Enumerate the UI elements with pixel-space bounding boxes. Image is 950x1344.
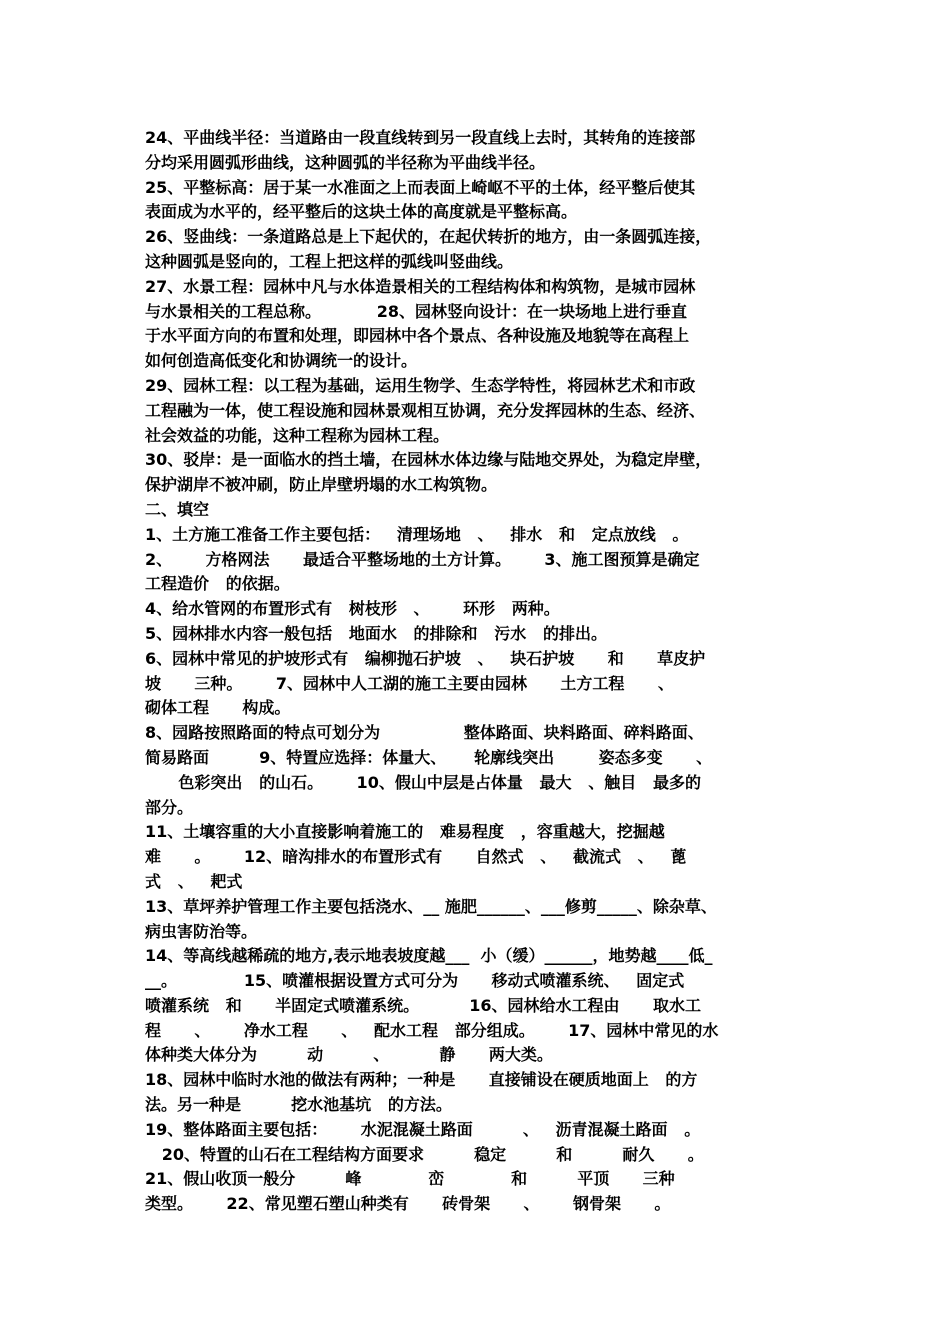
document-page: [145, 126, 817, 1217]
text-line: 工程融为一体，使工程设施和园林景观相互协调，充分发挥园林的生态、经济、: [145, 400, 706, 420]
text-line: 喷灌系统 和 半固定式喷灌系统。 16、园林给水工程由 取水工: [145, 995, 701, 1015]
text-line: 18、园林中临时水池的做法有两种；一种是 直接铺设在硬质地面上 的方: [145, 1070, 698, 1090]
text-line: 社会效益的功能，这种工程称为园林工程。: [145, 425, 450, 445]
text-line: 与水景相关的工程总称。 28、园林竖向设计：在一块场地上进行垂直: [145, 301, 687, 321]
text-line: 于水平面方向的布置和处理，即园林中各个景点、各种设施及地貌等在高程上: [145, 326, 690, 346]
text-line: 21、假山收顶一般分 峰 峦 和 平顶 三种: [145, 1169, 675, 1189]
text-line: 19、整体路面主要包括： 水泥混凝土路面 、 沥青混凝土路面 。: [145, 1119, 701, 1139]
text-line: 坡 三种。 7、园林中人工湖的施工主要由园林 土方工程 、: [145, 673, 674, 693]
text-line: 这种圆弧是竖向的，工程上把这样的弧线叫竖曲线。: [145, 251, 514, 271]
text-line: 法。另一种是 挖水池基坑 的方法。: [145, 1095, 452, 1115]
text-line: 程 、 净水工程 、 配水工程 部分组成。 17、园林中常见的水: [145, 1020, 719, 1040]
text-line: 4、给水管网的布置形式有 树枝形 、 环形 两种。: [145, 599, 560, 619]
text-line: 6、园林中常见的护坡形式有 编柳抛石护坡 、 块石护坡 和 草皮护: [145, 648, 706, 668]
text-line: 色彩突出 的山石。 10、假山中层是占体量 最大 、触目 最多的: [145, 772, 701, 792]
text-line: 2、 方格网法 最适合平整场地的土方计算。 3、施工图预算是确定: [145, 549, 700, 569]
text-line: 简易路面 9、特置应选择：体量大、 轮廓线突出 姿态多变 、: [145, 747, 713, 767]
text-line: 部分。: [145, 797, 194, 817]
text-line: 29、园林工程：以工程为基础，运用生物学、生态学特性，将园林艺术和市政: [145, 375, 696, 395]
text-line: 11、土壤容重的大小直接影响着施工的 难易程度 ，容重越大，挖掘越: [145, 822, 665, 842]
text-line: 27、水景工程：园林中凡与水体造景相关的工程结构体和构筑物，是城市园林: [145, 276, 696, 296]
text-line: 1、土方施工准备工作主要包括： 清理场地 、 排水 和 定点放线 。: [145, 524, 689, 544]
text-line: 25、平整标高：居于某一水准面之上而表面上崎岖不平的土体，经平整后使其: [145, 177, 696, 197]
text-line: 26、竖曲线：一条道路总是上下起伏的，在起伏转折的地方，由一条圆弧连接，: [145, 227, 712, 247]
text-line: 体种类大体分为 动 、 静 两大类。: [145, 1045, 553, 1065]
text-line: 砌体工程 构成。: [145, 698, 291, 718]
text-line: 保护湖岸不被冲刷，防止岸壁坍塌的水工构筑物。: [145, 475, 498, 495]
text-line: 病虫害防治等。: [145, 921, 258, 941]
text-line: 分均采用圆弧形曲线，这种圆弧的半径称为平曲线半径。: [145, 152, 546, 172]
text-line: __。 15、喷灌根据设置方式可分为 移动式喷灌系统、 固定式: [145, 971, 685, 991]
text-line: 24、平曲线半径：当道路由一段直线转到另一段直线上去时，其转角的连接部: [145, 128, 696, 147]
text-line: 如何创造高低变化和协调统一的设计。: [145, 351, 418, 371]
text-line: 式 、 耙式: [145, 871, 243, 891]
text-line: 8、园路按照路面的特点可划分为 整体路面、块料路面、碎料路面、: [145, 723, 704, 743]
text-line: 14、等高线越稀疏的地方,表示地表坡度越___ 小（缓）______，地势越____低_: [145, 946, 713, 966]
text-line: 二、填空: [145, 499, 210, 519]
text-line: 30、驳岸：是一面临水的挡土墙，在园林水体边缘与陆地交界处，为稳定岸壁，: [145, 450, 712, 470]
text-line: 难 。 12、暗沟排水的布置形式有 自然式 、 截流式 、 蓖: [145, 847, 687, 867]
text-line: 20、特置的山石在工程结构方面要求 稳定 和 耐久 。: [145, 1144, 704, 1164]
text-line: 5、园林排水内容一般包括 地面水 的排除和 污水 的排出。: [145, 623, 607, 643]
text-line: 类型。 22、常见塑石塑山种类有 砖骨架 、 钢骨架 。: [145, 1194, 671, 1214]
text-line: 13、草坪养护管理工作主要包括浇水、__ 施肥______、___修剪_____、除杂草、: [145, 896, 717, 916]
text-line: 表面成为水平的，经平整后的这块土体的高度就是平整标高。: [145, 202, 578, 222]
text-line: 工程造价 的依据。: [145, 574, 290, 594]
